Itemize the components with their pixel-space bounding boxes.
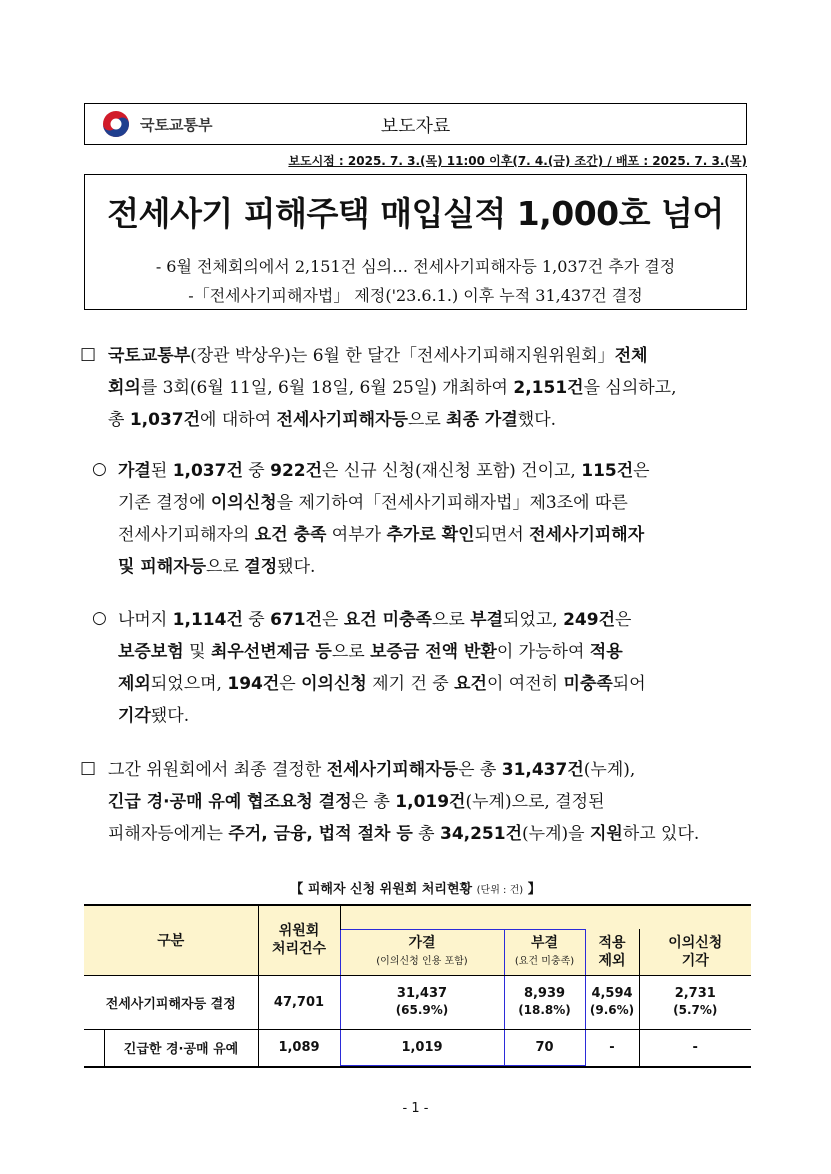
header-rejected-note: (요건 미충족) <box>514 955 575 967</box>
bold-text: 194건 <box>227 674 280 694</box>
text: 을 제기하여「전세사기피해자법」제3조에 따른 <box>276 493 628 513</box>
paragraph-1 <box>108 340 753 436</box>
text-line <box>118 636 753 668</box>
text-line <box>108 818 753 850</box>
caption-end: 】 <box>527 882 541 897</box>
text: 은 <box>615 610 632 630</box>
text: 은 총 <box>458 760 502 780</box>
bold-text: 전세사기피해자등 <box>276 410 408 430</box>
row-indent <box>84 1029 104 1067</box>
header-category: 구분 <box>84 905 258 975</box>
row-label: 전세사기피해자등 결정 <box>84 975 258 1029</box>
bold-text: 249건 <box>563 610 615 630</box>
bullet-2 <box>118 604 753 732</box>
text: 이 가능하여 <box>496 642 590 662</box>
text-line <box>118 700 753 732</box>
row-label: 긴급한 경·공매 유예 <box>104 1029 258 1067</box>
bold-text: 922건 <box>270 461 323 481</box>
caption-unit: (단위 : 건) <box>476 885 524 896</box>
text: 은 신규 신청(재신청 포함) 건이고, <box>322 461 582 481</box>
bold-text: 1,037건 <box>129 410 201 430</box>
text: 제기 건 중 <box>366 674 455 694</box>
release-type: 보도자료 <box>380 116 451 137</box>
row-rejected: 70 <box>504 1029 585 1067</box>
cell-value: 4,594 <box>591 985 633 1001</box>
text-line <box>118 519 753 551</box>
text: 됐다. <box>277 557 316 577</box>
bold-text: 가결 <box>118 461 151 481</box>
text: 하고 있다. <box>622 824 700 844</box>
row-committee: 47,701 <box>258 975 340 1029</box>
text: 으로 <box>206 557 245 577</box>
row-excluded: - <box>585 1029 639 1067</box>
bold-text: 115건 <box>581 461 634 481</box>
cell-pct: (65.9%) <box>395 1002 449 1017</box>
header-committee: 위원회 처리건수 <box>258 905 340 975</box>
text: (누계)을 <box>522 824 590 844</box>
bold-text: 긴급 경·공매 유예 협조요청 결정 <box>108 792 352 812</box>
row-excluded <box>585 975 639 1029</box>
subtitle-2: -「전세사기피해자법」 제정('23.6.1.) 이후 누적 31,437건 결정 <box>188 286 643 305</box>
header-approved-label: 가결 <box>408 934 436 951</box>
bold-text: 요건 미충족 <box>343 610 432 630</box>
text: 으로 <box>407 410 447 430</box>
square-marker: □ <box>80 758 97 778</box>
bold-text: 최종 가결 <box>446 410 518 430</box>
ministry-name: 국토교통부 <box>140 116 213 134</box>
circle-marker: ○ <box>92 608 107 628</box>
text: 을 심의하고, <box>583 378 677 398</box>
text: 되었으며, <box>150 674 228 694</box>
bold-text: 이의신청 <box>301 674 367 694</box>
text: 은 총 <box>351 792 396 812</box>
text: 에 대하여 <box>200 410 277 430</box>
text: 총 <box>412 824 440 844</box>
text: 이 여전히 <box>486 674 564 694</box>
text: 중 <box>242 461 271 481</box>
row-objection <box>639 975 751 1029</box>
text: 여부가 <box>326 525 387 545</box>
text: 를 3회(6월 11일, 6월 18일, 6월 25일) 개최하여 <box>140 378 514 398</box>
text: 되었고, <box>503 610 564 630</box>
text-line <box>108 786 753 818</box>
bold-text: 1,037건 <box>172 461 243 481</box>
cell-value: 8,939 <box>523 985 566 1001</box>
header-approved-note: (이의신청 인용 포함) <box>376 955 468 967</box>
text-line <box>108 372 753 404</box>
table-caption <box>0 878 831 897</box>
status-table <box>84 904 751 1068</box>
text-line <box>118 487 753 519</box>
square-marker: □ <box>80 344 97 364</box>
text-line <box>108 340 753 372</box>
bold-text: 결정 <box>244 557 278 577</box>
header-excluded: 적용 제외 <box>585 929 639 975</box>
table-row <box>84 1029 751 1067</box>
text: 됐다. <box>150 706 190 726</box>
subtitle-1: - 6월 전체회의에서 2,151건 심의… 전세사기피해자등 1,037건 추가 결정 <box>155 257 676 276</box>
table-row <box>84 975 751 1029</box>
text: 으로 <box>331 642 371 662</box>
cell-pct: (5.7%) <box>673 1002 718 1017</box>
text: 된 <box>150 461 173 481</box>
paragraph-2 <box>108 754 753 850</box>
page-title: 전세사기 피해주택 매입실적 1,000호 넘어 <box>107 194 724 233</box>
text: 되면서 <box>474 525 530 545</box>
bold-text: 기각 <box>118 706 151 726</box>
bold-text: 제외 <box>118 674 151 694</box>
text: 기존 결정에 <box>118 493 211 513</box>
text: 중 <box>242 610 271 630</box>
bold-text: 국토교통부 <box>108 346 191 366</box>
bold-text: 요건 충족 <box>254 525 327 545</box>
cell-value: 31,437 <box>396 985 448 1001</box>
cell-value: 2,731 <box>674 985 716 1001</box>
row-objection: - <box>639 1029 751 1067</box>
row-approved <box>340 975 504 1029</box>
bold-text: 34,251건 <box>439 824 523 844</box>
cell-pct: (18.8%) <box>518 1002 571 1017</box>
text: 및 <box>183 642 211 662</box>
text-line <box>118 604 753 636</box>
text: 피해자등에게는 <box>108 824 229 844</box>
bold-text: 2,151건 <box>513 378 584 398</box>
row-approved: 1,019 <box>340 1029 504 1067</box>
bold-text: 및 피해자등 <box>118 557 207 577</box>
bold-text: 전세사기피해자등 <box>326 760 459 780</box>
text: 으로 <box>431 610 471 630</box>
bold-text: 31,437건 <box>501 760 584 780</box>
text: 되어 <box>612 674 646 694</box>
text: 은 <box>633 461 650 481</box>
bold-text: 보증금 전액 반환 <box>370 642 497 662</box>
bold-text: 671건 <box>270 610 323 630</box>
header-spacer <box>340 905 751 929</box>
header-objection: 이의신청 기각 <box>639 929 751 975</box>
bold-text: 전체 <box>614 346 648 366</box>
bold-text: 지원 <box>589 824 623 844</box>
cell-pct: (9.6%) <box>589 1002 635 1017</box>
text: 전세사기피해자의 <box>118 525 255 545</box>
row-rejected <box>504 975 585 1029</box>
bold-text: 이의신청 <box>210 493 277 513</box>
text: (누계), <box>583 760 636 780</box>
bold-text: 부결 <box>470 610 503 630</box>
text: 그간 위원회에서 최종 결정한 <box>108 760 327 780</box>
bold-text: 적용 <box>589 642 623 662</box>
header-approved <box>340 929 504 975</box>
header-rejected <box>504 929 585 975</box>
row-committee: 1,089 <box>258 1029 340 1067</box>
bold-text: 미충족 <box>563 674 613 694</box>
bold-text: 1,114건 <box>172 610 243 630</box>
release-time: 보도시점 : 2025. 7. 3.(목) 11:00 이후(7. 4.(금) 조간) / 배포 : 2025. 7. 3.(목) <box>288 154 747 168</box>
text: (누계)으로, 결정된 <box>465 792 605 812</box>
bold-text: 요건 <box>454 674 487 694</box>
text-line <box>118 551 753 583</box>
bold-text: 추가로 확인 <box>386 525 475 545</box>
text: 은 <box>279 674 302 694</box>
text-line <box>118 455 753 487</box>
bold-text: 전세사기피해자 <box>529 525 645 545</box>
text-line <box>108 754 753 786</box>
text: 나머지 <box>118 610 173 630</box>
text-line <box>118 668 753 700</box>
header-rejected-label: 부결 <box>530 934 559 951</box>
bold-text: 회의 <box>108 378 141 398</box>
bold-text: 보증보험 <box>118 642 184 662</box>
circle-marker: ○ <box>92 459 107 479</box>
caption-text: 【 피해자 신청 위원회 처리현황 <box>290 882 473 897</box>
bold-text: 주거, 금융, 법적 절차 등 <box>228 824 413 844</box>
bold-text: 1,019건 <box>395 792 466 812</box>
bullet-1 <box>118 455 753 583</box>
bold-text: 최우선변제금 등 <box>210 642 332 662</box>
text: 총 <box>108 410 130 430</box>
text: 은 <box>322 610 344 630</box>
page-number: - 1 - <box>402 1101 429 1116</box>
text-line <box>108 404 753 436</box>
text: 했다. <box>517 410 557 430</box>
text: (장관 박상우)는 6월 한 달간「전세사기피해지원위원회」 <box>190 346 615 366</box>
